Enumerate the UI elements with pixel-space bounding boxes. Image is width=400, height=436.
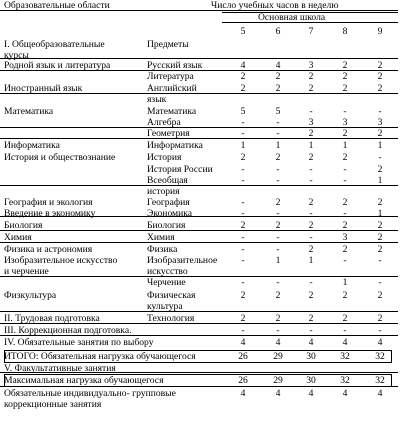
subject-cell: Геометрия [147,128,190,139]
area-cell: V. Факультативные занятия [4,363,116,374]
subject-cell: Всеобщая [147,175,188,186]
area-cell: Изобразительное искусство [4,255,118,266]
hours-cell: 2 [377,128,383,139]
hours-cell: - [241,128,245,139]
hours-cell: 2 [342,313,348,324]
hours-cell: 2 [377,232,383,243]
hours-cell: 4 [308,388,314,399]
hours-cell: - [343,175,347,186]
hours-cell: - [241,244,245,255]
subject-cell: История [147,152,182,163]
hours-cell: - [276,208,280,219]
hours-cell: 2 [342,71,348,82]
subject-cell: культура [147,301,183,312]
area-cell: курсы [4,50,29,61]
total-row-box [4,350,392,363]
row-divider [0,323,398,324]
subject-cell: Математика [147,106,197,117]
row-divider [0,230,398,231]
hours-cell: 1 [308,255,314,266]
area-cell: Математика [4,106,54,117]
subject-cell: Экономика [147,208,193,219]
hours-cell: 2 [342,152,348,163]
hours-cell: - [309,106,313,117]
hours-cell: 2 [308,197,314,208]
hours-cell: - [241,208,245,219]
hours-cell: - [276,175,280,186]
row-divider [0,70,398,71]
hours-cell: 4 [342,388,348,399]
area-cell: Химия [4,232,32,243]
hours-cell: - [343,164,347,175]
subject-cell: Технология [147,313,195,324]
subject-cell: история [147,186,180,197]
hours-cell: 2 [377,197,383,208]
header-hours: Число учебных часов в неделю [211,0,339,11]
hours-cell: 4 [275,60,281,71]
hours-cell: 4 [275,388,281,399]
max-row-box [4,374,392,387]
hours-cell: 2 [308,152,314,163]
row-divider [0,58,398,59]
row-divider [0,93,398,94]
hours-cell: 3 [308,117,314,128]
hours-cell: 2 [377,220,383,231]
hours-cell: 2 [377,164,383,175]
hours-cell: 2 [275,197,281,208]
hours-cell: - [378,152,382,163]
row-divider [0,185,398,186]
hours-cell: 8 [342,26,348,37]
hours-cell: - [309,277,313,288]
hours-cell: 2 [377,313,383,324]
hours-cell: 4 [377,337,383,348]
hours-cell: 2 [240,152,246,163]
area-cell: Физика и астрономия [4,244,93,255]
hours-cell: 2 [240,220,246,231]
subject-cell: Информатика [147,140,203,151]
hours-cell: 32 [375,351,385,362]
hours-cell: 2 [240,83,246,94]
hours-cell: - [276,128,280,139]
hours-cell: - [343,325,347,336]
row-divider [0,335,398,336]
hours-cell: 2 [342,60,348,71]
header-school: Основная школа [258,12,326,23]
area-cell: История и обществознание [4,152,116,163]
hours-cell: 2 [240,71,246,82]
hours-cell: 3 [308,60,314,71]
hours-cell: 2 [308,220,314,231]
subject-cell: Литература [147,71,194,82]
hours-cell: 2 [342,128,348,139]
hours-cell: - [276,232,280,243]
row-divider [0,127,398,128]
hours-cell: - [241,277,245,288]
hours-cell: 2 [275,220,281,231]
area-cell: Физкультура [4,290,57,301]
subject-cell: Алгебра [147,117,181,128]
hours-cell: 2 [342,290,348,301]
area-cell: I. Общеобразовательные [4,39,105,50]
hours-cell: 1 [377,208,383,219]
hours-cell: 5 [275,106,281,117]
hours-cell: 2 [308,244,314,255]
hours-cell: 26 [238,375,248,386]
hours-cell: 29 [273,351,283,362]
hours-cell: 26 [238,351,248,362]
header-areas: Образовательные области [4,0,110,11]
hours-cell: - [378,106,382,117]
hours-cell: 4 [240,388,246,399]
hours-cell: 2 [377,60,383,71]
hours-cell: 2 [308,290,314,301]
hours-cell: 2 [377,83,383,94]
row-divider [0,311,398,312]
hours-cell: 2 [308,71,314,82]
hours-cell: 2 [308,83,314,94]
hours-cell: 2 [377,290,383,301]
hours-cell: - [309,164,313,175]
hours-cell: - [343,255,347,266]
area-cell: II. Трудовая подготовка [4,313,100,324]
subject-cell: Изобразительное [147,255,218,266]
area-cell: ИТОГО: Обязательная нагрузка обучающегося [4,351,196,362]
hours-cell: 2 [342,197,348,208]
hours-cell: - [241,325,245,336]
area-cell: и черчение [4,266,49,277]
hours-cell: 1 [377,175,383,186]
hours-cell: - [276,244,280,255]
subject-cell: Биология [147,220,186,231]
hours-cell: 1 [308,140,314,151]
hours-cell: - [378,325,382,336]
subject-cell: язык [147,94,167,105]
hours-cell: 3 [377,117,383,128]
hours-cell: - [241,232,245,243]
hours-cell: 5 [240,106,246,117]
hours-cell: 1 [275,140,281,151]
hours-cell: 2 [240,290,246,301]
hours-cell: 2 [308,128,314,139]
hours-cell: 2 [240,313,246,324]
row-divider [0,216,398,217]
hours-cell: 1 [342,277,348,288]
area-cell: III. Коррекционная подготовка. [4,325,132,336]
hours-cell: - [378,277,382,288]
hours-cell: 2 [275,83,281,94]
area-cell: Родной язык и литература [4,60,111,71]
area-cell: Информатика [4,140,60,151]
hours-cell: - [241,197,245,208]
hours-cell: 4 [275,337,281,348]
hours-cell: - [343,106,347,117]
subject-cell: Черчение [147,277,186,288]
row-divider [0,138,398,139]
hours-cell: 4 [240,60,246,71]
hours-cell: 2 [342,244,348,255]
hours-cell: - [378,255,382,266]
row-divider [0,276,398,277]
hours-cell: 2 [308,313,314,324]
hours-cell: 29 [273,375,283,386]
subject-cell: искусство [147,266,188,277]
area-cell: Обязательные индивидуально- групповые [4,388,176,399]
hours-cell: 2 [275,152,281,163]
hours-cell: 3 [342,232,348,243]
hours-cell: 4 [240,337,246,348]
area-cell: Иностранный язык [4,83,83,94]
subject-cell: Русский язык [147,60,203,71]
hours-cell: - [343,208,347,219]
hours-cell: 2 [275,313,281,324]
rule [0,10,398,11]
hours-cell: 2 [342,220,348,231]
subject-cell: Физика [147,244,178,255]
hours-cell: 4 [308,337,314,348]
hours-cell: - [309,208,313,219]
hours-cell: 1 [275,255,281,266]
hours-cell: 1 [342,140,348,151]
area-cell: коррекционные занятия [4,399,102,410]
rule [222,22,398,23]
hours-cell: 1 [240,140,246,151]
hours-cell: 32 [375,375,385,386]
row-divider [0,372,398,373]
hours-cell: 30 [306,351,316,362]
hours-cell: 7 [308,26,314,37]
row-divider [0,242,398,243]
hours-cell: - [241,117,245,128]
hours-cell: 2 [342,83,348,94]
area-cell: Биология [4,220,43,231]
hours-cell: - [241,164,245,175]
subject-cell: Предметы [147,39,189,50]
hours-cell: 30 [306,375,316,386]
hours-cell: 2 [377,244,383,255]
hours-cell: - [276,325,280,336]
hours-cell: - [276,117,280,128]
subject-cell: Физическая [147,290,196,301]
hours-cell: 32 [340,351,350,362]
hours-cell: 1 [377,140,383,151]
hours-cell: 3 [342,117,348,128]
hours-cell: 2 [275,71,281,82]
hours-cell: 4 [342,337,348,348]
area-cell: IV. Обязательные занятия по выбору [4,337,154,348]
hours-cell: 9 [377,26,383,37]
hours-cell: - [241,175,245,186]
area-cell: Максимальная нагрузка обучающегося [4,375,164,386]
area-cell: Введение в экономику [4,208,96,219]
subject-cell: Английский [147,83,197,94]
hours-cell: - [309,175,313,186]
hours-cell: 2 [275,290,281,301]
hours-cell: 5 [240,26,246,37]
hours-cell: 32 [340,375,350,386]
hours-cell: - [309,325,313,336]
hours-cell: - [309,232,313,243]
area-cell: География и экология [4,197,93,208]
hours-cell: - [276,164,280,175]
subject-cell: История России [147,164,213,175]
subject-cell: Химия [147,232,175,243]
subject-cell: География [147,197,190,208]
hours-cell: - [241,255,245,266]
hours-cell: 2 [377,71,383,82]
hours-cell: - [276,277,280,288]
hours-cell: 6 [275,26,281,37]
hours-cell: 4 [377,388,383,399]
